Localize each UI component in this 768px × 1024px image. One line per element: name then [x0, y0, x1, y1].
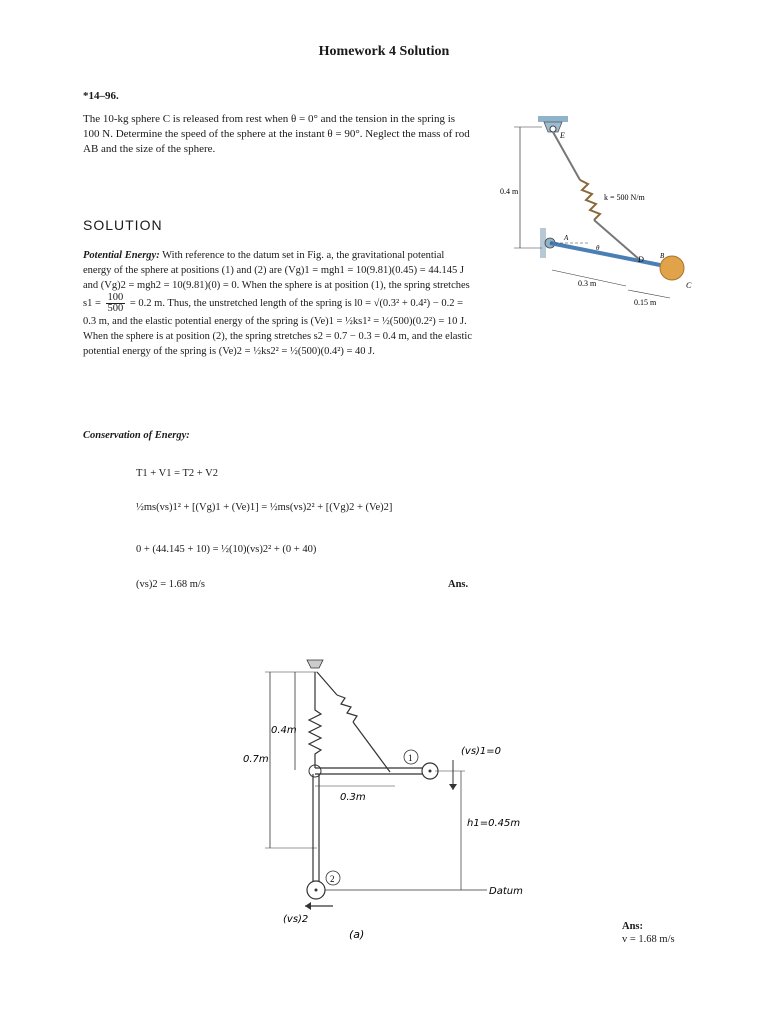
position-1-label: 1 [408, 753, 413, 763]
pe-text-2: = 0.2 m. Thus, the unstretched length of the spring is l0 = √(0.3² + 0.4²) − 0.2 = 0.3 m, and the elastic potential energy of the spring is (Ve)1 = ½ks1² = ½(500)(0.2²) = 10 J. When the sphere is at position (2), the spring stretches s2 = 0.7 − 0.3 = 0.4 m, and the elastic potential energy of the spring is (Ve)2 = ½ks2² = ½(500)(0.4²) = 40 J. [83, 297, 472, 357]
dim-03-top: 0.3 m [578, 279, 597, 288]
velocity-1-label: (vs)1=0 [461, 746, 502, 757]
final-answer [622, 920, 675, 946]
pe-text-1: With reference to the datum set in Fig. a, the gravitational potential energy of the sphere at positions (1) and (2) are (Vg)1 = mgh1 = 10(9.81)(0.45) = 44.145 J and (Vg)2 = mgh2 = 10(9.81)(0) = 0. When the sphere is at position (1), the spring stretches s1 = [83, 250, 470, 309]
mechanism-figure [500, 110, 700, 320]
problem-statement: The 10-kg sphere C is released from rest when θ = 0° and the tension in the spring is 100 N. Determine the speed of the sphere at the instant θ = 90°. Neglect the mass of rod AB and the size of the sphere. [83, 113, 470, 155]
dim-015-top: 0.15 m [634, 298, 657, 307]
label-a: A [564, 234, 569, 242]
spring-inclined [337, 695, 357, 722]
solution-heading: SOLUTION [83, 217, 163, 233]
label-b: B [660, 252, 665, 260]
stretch-fraction [106, 293, 126, 314]
label-theta: θ [596, 244, 600, 252]
figure-caption: (a) [349, 928, 365, 941]
frac-den: 500 [107, 303, 124, 314]
answer-label: Ans. [448, 579, 469, 590]
equation-2: ½ms(vs)1² + [(Vg)1 + (Ve)1] = ½ms(vs)2² + [(Vg)2 + (Ve)2] [136, 502, 393, 513]
height-label: h1=0.45m [467, 818, 521, 829]
dim-04-bottom: 0.4m [271, 725, 297, 736]
datum-label: Datum [489, 886, 523, 897]
position-2-label: 2 [330, 874, 335, 884]
page-title: Homework 4 Solution [318, 44, 450, 59]
dim-07-bottom: 0.7m [243, 754, 269, 765]
velocity-2-label: (vs)2 [283, 914, 309, 925]
equation-3: 0 + (44.145 + 10) = ½(10)(vs)2² + (0 + 40) [136, 544, 317, 555]
conservation-label: Conservation of Energy: [83, 430, 190, 441]
potential-energy-paragraph [83, 248, 475, 359]
equation-4: (vs)2 = 1.68 m/s [136, 579, 205, 590]
label-c: C [686, 281, 692, 290]
dim-03-bottom: 0.3m [340, 792, 366, 803]
datum-figure [225, 650, 545, 950]
label-e: E [560, 131, 565, 140]
equation-1: T1 + V1 = T2 + V2 [136, 468, 218, 479]
ceiling-support [538, 116, 568, 122]
spring-vertical [309, 672, 321, 768]
pe-label: Potential Energy: [83, 250, 160, 261]
problem-number: *14–96. [83, 90, 119, 102]
final-answer-value: v = 1.68 m/s [622, 934, 675, 945]
final-answer-label: Ans: [622, 921, 644, 932]
label-d: D [638, 255, 644, 264]
dim-04-top: 0.4 m [500, 187, 519, 196]
spring-constant: k = 500 N/m [604, 193, 645, 202]
spring [580, 180, 600, 220]
frac-num: 100 [107, 292, 124, 303]
